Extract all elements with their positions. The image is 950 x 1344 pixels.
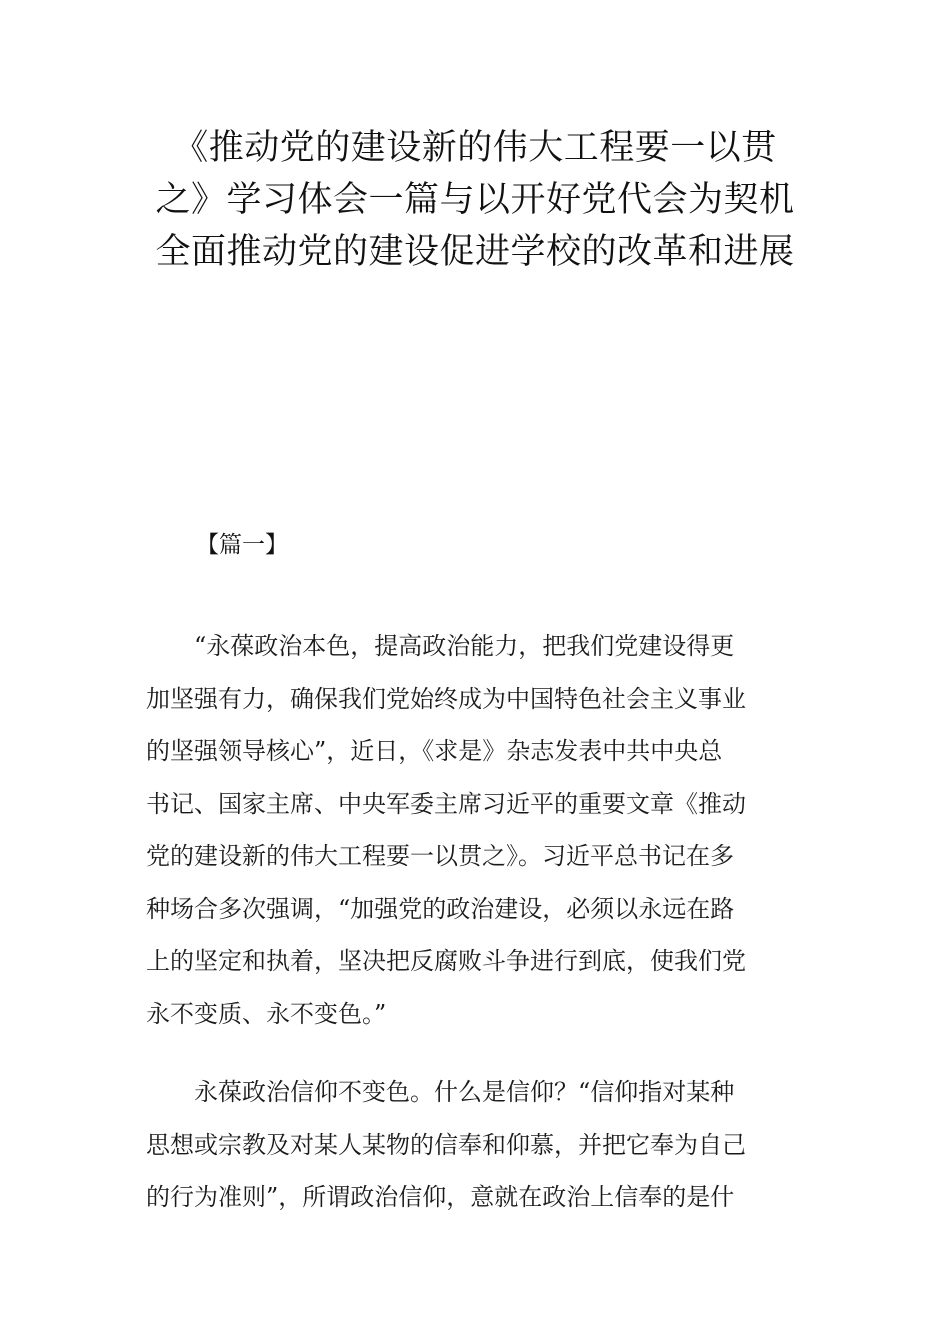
- section-label: 【篇一】: [196, 532, 288, 558]
- paragraph-line: 思想或宗教及对某人某物的信奉和仰慕，并把它奉为自己: [146, 1130, 746, 1159]
- paragraph-line: “永葆政治本色，提高政治能力，把我们党建设得更: [194, 632, 735, 660]
- paragraph-line: 党的建设新的伟大工程要一以贯之》。习近平总书记在多: [146, 842, 734, 870]
- document-title: [130, 122, 820, 278]
- paragraph-line: 书记、国家主席、中央军委主席习近平的重要文章《推动: [146, 789, 746, 818]
- paragraph-line: 的行为准则”，所谓政治信仰，意就在政治上信奉的是什: [146, 1183, 735, 1211]
- paragraph-line: 永葆政治信仰不变色。什么是信仰？“信仰指对某种: [194, 1078, 735, 1106]
- paragraph-2: [146, 1066, 816, 1224]
- paragraph-line: 上的坚定和执着，坚决把反腐败斗争进行到底，使我们党: [146, 947, 746, 975]
- paragraph-line: 永不变质、永不变色。”: [146, 999, 387, 1028]
- title-line: 《推动党的建设新的伟大工程要一以贯: [173, 128, 777, 168]
- title-line: 全面推动党的建设促进学校的改革和进展: [155, 232, 795, 272]
- paragraph-line: 种场合多次强调，“加强党的政治建设，必须以永远在路: [146, 894, 735, 923]
- paragraph-line: 加坚强有力，确保我们党始终成为中国特色社会主义事业: [146, 684, 746, 713]
- paragraph-line: 的坚强领导核心”，近日，《求是》杂志发表中共中央总: [146, 737, 723, 765]
- paragraph-1: [146, 620, 816, 1040]
- title-line: 之》学习体会一篇与以开好党代会为契机: [155, 180, 795, 220]
